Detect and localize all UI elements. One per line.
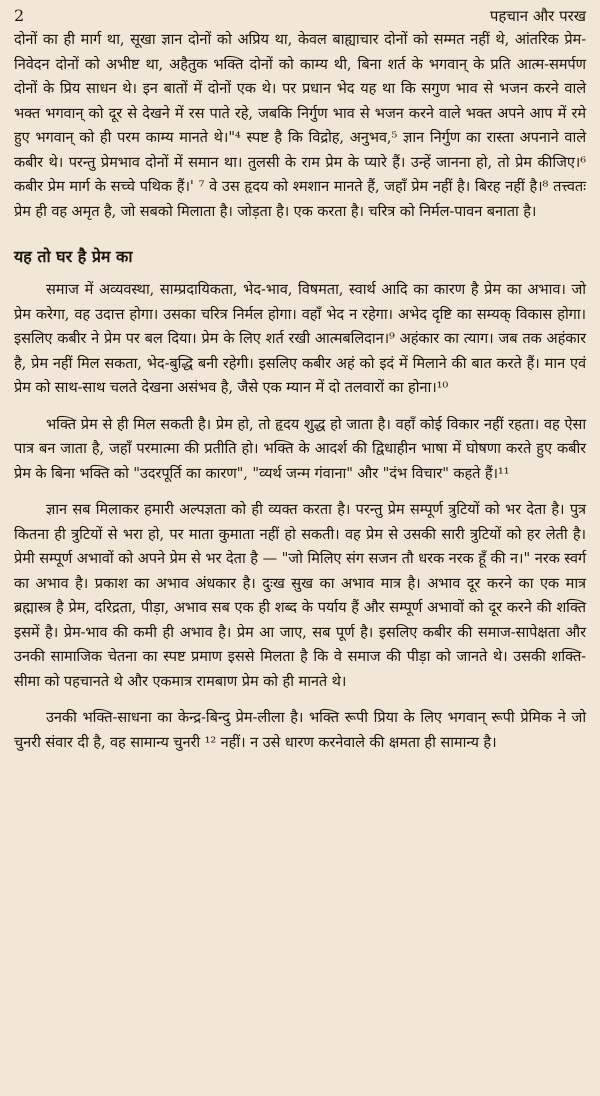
paragraph-1: दोनों का ही मार्ग था, सूखा ज्ञान दोनों को अप्रिय था, केवल बाह्याचार दोनों को सम्मत नहीं थे, आंतरिक प्रेम-निवेदन दोनों को अभीष्ट था, अहैतुक भक्ति दोनों को काम्य थी, बिना शर्त के भगवान् के प्रति आत्म-समर्पण दोनों के प्रिय साधन थे। इन बातों में दोनों एक थे। पर प्रधान भेद यह था कि सगुण भाव से भजन करने वाले भक्त भगवान् को दूर से देखने में रस पाते रहे, जबकि निर्गुण भाव से भजन करने वाले भक्त अपने आप में रमे हुए भगवान् को ही परम काम्य मानते थे।"⁴ स्पष्ट है कि विद्रोह, अनुभव,⁵ ज्ञान निर्गुण का रास्ता अपनाने वाले कबीर थे। परन्तु प्रेमभाव दोनों में समान था। तुलसी के राम प्रेम के प्यारे हैं। उन्हें जानना हो, तो प्रेम कीजिए।⁶ कबीर प्रेम मार्ग के सच्चे पथिक हैं।' ⁷ वे उस हृदय को श्मशान मानते हैं, जहाँ प्रेम नहीं है। बिरह नहीं है।⁸ तत्त्वतः प्रेम ही वह अमृत है, जो सबको मिलाता है। जोड़ता है। एक करता है। चरित्र को निर्मल-पावन बनाता है। xyxy=(14,31,586,220)
paragraph-2: समाज में अव्यवस्था, साम्प्रदायिकता, भेद-भाव, विषमता, स्वार्थ आदि का कारण है प्रेम का अभाव। जो प्रेम करेगा, वह उदात्त होगा। उसका चरित्र निर्मल होगा। वहाँ भेद न रहेगा। अभेद दृष्टि का सम्यक् विकास होगा। इसलिए कबीर ने प्रेम पर बल दिया। प्रेम के लिए शर्त रखी आत्मबलिदान।⁹ अहंकार का त्याग। जब तक अहंकार है, प्रेम नहीं मिल सकता, भेद-बुद्धि बनी रहेगी। इसलिए कबीर अहं को इदं में मिलाने की बात करते हैं। मान एवं प्रेम को साथ-साथ चलते देखना असंभव है, जैसे एक म्यान में दो तलवारों का होना।¹⁰ xyxy=(14,281,586,396)
paragraph-4: ज्ञान सब मिलाकर हमारी अल्पज्ञता को ही व्यक्त करता है। परन्तु प्रेम सम्पूर्ण त्रुटियों को भर देता है। पुत्र कितना ही त्रुटियों से भरा हो, पर माता कुमाता नहीं हो सकती। वह प्रेम से उसकी सारी त्रुटियों को हर लेती है। प्रेमी सम्पूर्ण अभावों को अपने प्रेम से भर देता है — "जो मिलिए संग सजन तौ धरक नरक हूँ की न।" नरक स्वर्ग का अभाव है। प्रकाश का अभाव अंधकार है। दुःख सुख का अभाव मात्र है। अभाव दूर करने का एक मात्र ब्रह्मास्त्र है प्रेम, दरिद्रता, पीड़ा, अभाव सब एक ही शब्द के पर्याय हैं और सम्पूर्ण अभावों को दूर करने की शक्ति इसमें है। प्रेम-भाव की कमी ही अभाव है। प्रेम आ जाए, सब पूर्ण है। इसलिए कबीर की समाज-सापेक्षता और उनकी सामाजिक चेतना का स्पष्ट प्रमाण इससे मिलता है कि वे समाज की पीड़ा को जानते थे। उसकी शक्ति-सीमा को पहचानते थे और एकमात्र रामबाण प्रेम को ही मानते थे। xyxy=(14,501,586,690)
section-heading: यह तो घर है प्रेम का xyxy=(14,247,133,266)
paragraph-5: उनकी भक्ति-साधना का केन्द्र-बिन्दु प्रेम-लीला है। भक्ति रूपी प्रिया के लिए भगवान् रूपी प्रेमिक ने जो चुनरी संवार दी है, वह सामान्य चुनरी ¹² नहीं। न उसे धारण करनेवाले की क्षमता ही सामान्य है। xyxy=(14,709,586,751)
page-content xyxy=(14,28,586,755)
running-title: पहचान और परख xyxy=(489,7,586,25)
page-number: 2 xyxy=(14,6,25,25)
running-header xyxy=(14,6,586,28)
paragraph-3: भक्ति प्रेम से ही मिल सकती है। प्रेम हो, तो हृदय शुद्ध हो जाता है। वहाँ कोई विकार नहीं रहता। वह ऐसा पात्र बन जाता है, जहाँ परमात्मा की प्रतीति हो। भक्ति के आदर्श की द्विधाहीन भाषा में घोषणा करते हुए कबीर प्रेम के बिना भक्ति को "उदरपूर्ति का कारण", "व्यर्थ जन्म गंवाना" और "दंभ विचार" कहते हैं।¹¹ xyxy=(14,415,586,482)
